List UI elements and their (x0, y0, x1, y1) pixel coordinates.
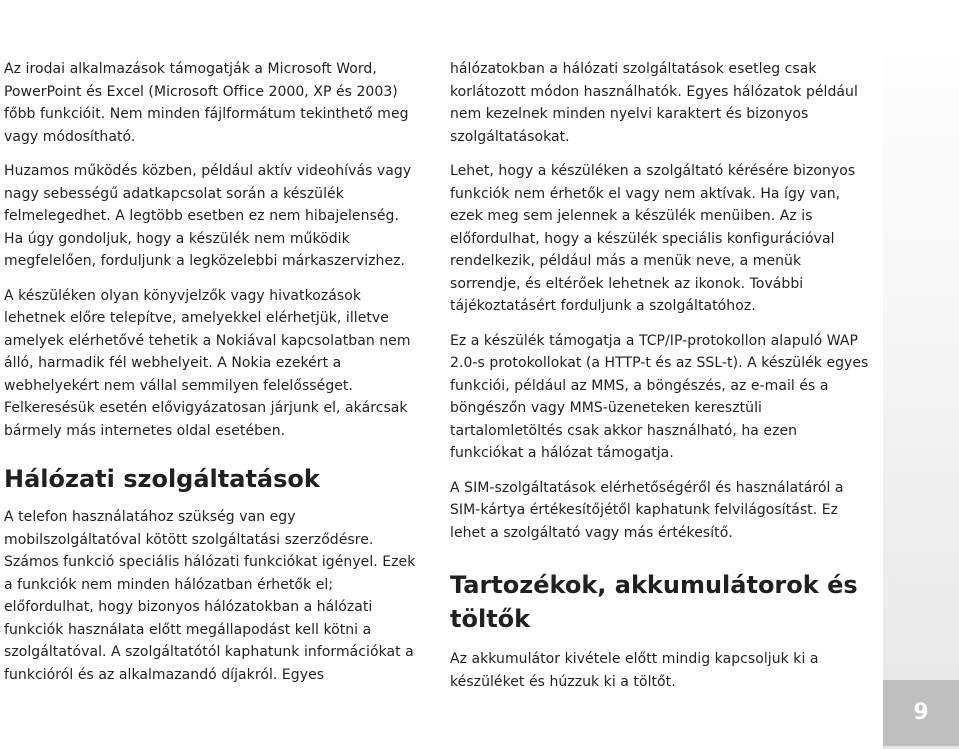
wap-protocol-paragraph: Ez a készülék támogatja a TCP/IP-protokollon alapuló WAP 2.0-s protokollokat (a HTTP-t és az SSL-t). A készülék egyes funkciói, például az MMS, a böngészés, az e-mail és a böngészőn vagy MMS-üzeneteken keresztüli tartalomletöltés csak akkor használható, ha ezen funkciókat a hálózat támogatja. (450, 332, 869, 461)
network-services-paragraph: A telefon használatához szükség van egy mobilszolgáltatóval kötött szolgáltatási szerződésre. Számos funkció speciális hálózati funkciókat igényel. Ezek a funkciók nem minden hálózatban érhetők el; előfordulhat, hogy bizonyos hálózatokban a hálózati funkciók használata előtt megállapodást kell kötni a szolgáltatóval. A szolgáltatótól kaphatunk információkat a funkcióról és az alkalmazandó díjakról. Egyes (4, 509, 416, 683)
operator-features-paragraph: Lehet, hogy a készüléken a szolgáltató kérésére bizonyos funkciók nem érhetők el vagy nem aktívak. Ha így van, ezek meg sem jelennek a készülék menüiben. Az is előfordulhat, hogy a készülék speciális konfigurációval rendelkezik, például más a menük neve, a menük sorrendje, és eltérőek lehetnek az ikonok. További tájékoztatásért forduljunk a szolgáltatóhoz. (450, 163, 856, 314)
network-limits-paragraph: hálózatokban a hálózati szolgáltatások esetleg csak korlátozott módon használhatók. Egyes hálózatok például nem kezelnek minden nyelvi karaktert és bizonyos szolgáltatásokat. (450, 61, 858, 145)
network-services-heading: Hálózati szolgáltatások (4, 465, 320, 493)
right-column (450, 58, 870, 705)
accessories-heading: Tartozékok, akkumulátorok és töltők (450, 571, 858, 633)
battery-removal-paragraph: Az akkumulátor kivétele előtt mindig kapcsoljuk ki a készüléket és húzzuk ki a töltőt. (450, 651, 819, 690)
heating-paragraph: Huzamos működés közben, például aktív videohívás vagy nagy sebességű adatkapcsolat során a készülék felmelegedhet. A legtöbb esetben ez nem hibajelenség. Ha úgy gondoljuk, hogy a készülék nem működik megfelelően, forduljunk a legközelebbi márkaszervizhez. (4, 163, 412, 269)
bookmarks-paragraph: A készüléken olyan könyvjelzők vagy hivatkozások lehetnek előre telepítve, amelyekkel elérhetjük, illetve amelyek elérhetővé tehetik a Nokiával kapcsolatban nem álló, harmadik fél webhelyeit. A Nokia ezekért a webhelyekért nem vállal semmilyen felelősséget. Felkeresésük esetén elővigyázatosan járjunk el, akárcsak bármely más internetes oldal esetében. (4, 287, 411, 439)
left-column (4, 58, 422, 698)
office-apps-paragraph: Az irodai alkalmazások támogatják a Microsoft Word, PowerPoint és Excel (Microsoft Office 2000, XP és 2003) főbb funkcióit. Nem minden fájlformátum tekinthető meg vagy módosítható. (4, 61, 409, 145)
sim-services-paragraph: A SIM-szolgáltatások elérhetőségéről és használatáról a SIM-kártya értékesítőjétől kaphatunk felvilágosítást. Ez lehet a szolgáltató vagy más értékesítő. (450, 479, 844, 541)
page-margin-bar (883, 0, 959, 749)
page-number: 9 (913, 700, 929, 725)
